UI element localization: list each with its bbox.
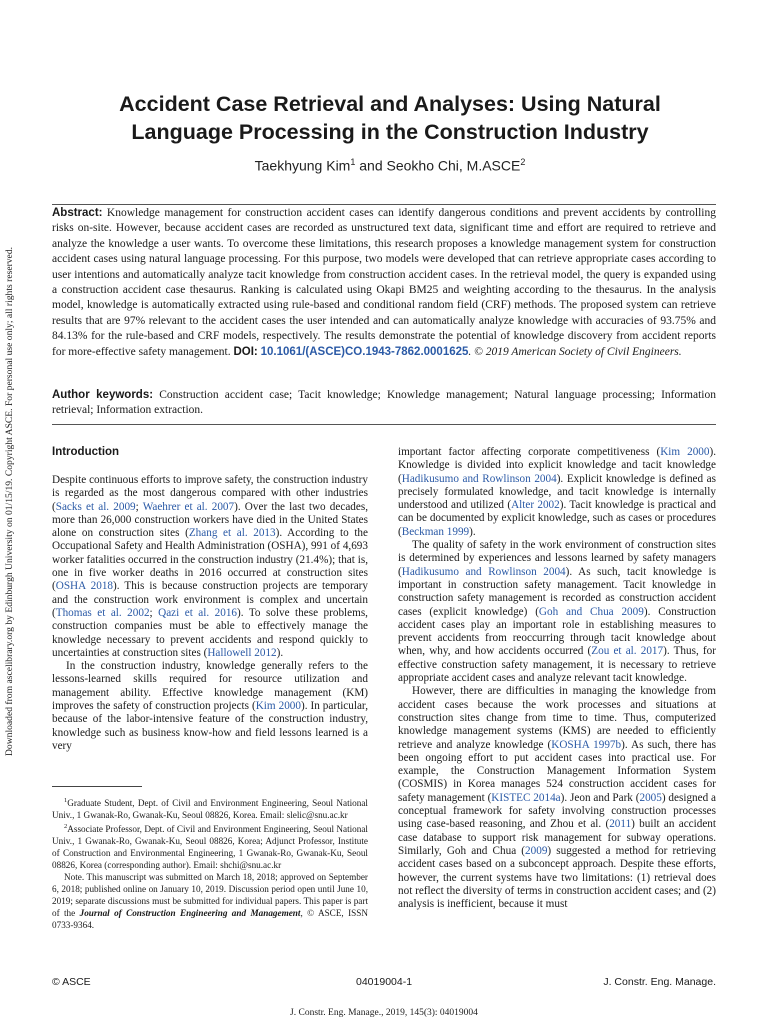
paragraph-text: ). According to the Occupational Safety and Health Administration (OSHA), 991 of 4,693 worker fatalities occurred in the construction industry (21.4%); that is, one in five worker deaths in 2016 occurred at construction sites (	[52, 527, 368, 593]
author-joiner: and	[355, 157, 387, 174]
citation-link[interactable]: Sacks et al. 2009	[55, 500, 136, 513]
paper-title	[60, 90, 720, 146]
paragraph-text: ;	[135, 500, 143, 513]
citation-link[interactable]: Waehrer et al. 2007	[142, 500, 235, 513]
paragraph-text: ). Knowledge is divided into explicit knowledge and tacit knowledge (	[398, 446, 717, 485]
journal-name: Journal of Construction Engineering and Management	[79, 908, 301, 919]
paragraph-text: ).	[276, 646, 284, 659]
citation-link[interactable]: Hadikusumo and Rowlinson 2004	[401, 565, 566, 578]
citation-link[interactable]: Zou et al. 2017	[591, 645, 664, 658]
paragraph-text: ). This is because construction projects are temporary and the construction work environment is complex and uncertain (	[52, 580, 368, 619]
paragraph-text: However, there are difficulties in managing the knowledge from accident cases because the work processes and situations at construction sites change from time to time. Thus, computerized knowledge management systems (KMS) are needed to efficiently retrieve and analyze knowledge (	[398, 685, 716, 751]
citation-link[interactable]: Hallowell 2012	[207, 646, 277, 659]
footnote-1-text: Graduate Student, Dept. of Civil and Environment Engineering, Seoul National Univ., 1 Gwanak-Ro, Gwanak-Ku, Seoul 08826, Korea. Email: slelic@snu.ac.kr	[52, 798, 368, 821]
citation-link[interactable]: Kim 2000	[255, 700, 301, 713]
doi-link[interactable]: 10.1061/(ASCE)CO.1943-7862.0001625	[260, 345, 469, 358]
citation-link[interactable]: Hadikusumo and Rowlinson 2004	[401, 472, 557, 485]
paragraph-text: The quality of safety in the work environment of construction sites is determined by experiences and lessons learned by safety managers (	[398, 539, 716, 578]
right-paragraph-2	[398, 539, 716, 685]
page-footer	[52, 976, 716, 990]
abstract-text: Knowledge management for construction accident cases can identify dangerous conditions and prevent accidents by controlling risks on-site. However, because accident cases are recorded as unstructured text data, significant time and effort are required to retrieve and analyze the knowledge a user wants. To overcome these limitations, this research proposes a knowledge management system for construction accident cases using natural language processing. For this purpose, two models were developed that can retrieve appropriate cases according to user intentions and automatically analyze tacit knowledge from construction accident cases. In the retrieval model, the query is expanded using a construction accident case thesaurus. Ranking is calculated using Okapi BM25 and weighting according to the thesaurus. In the analysis model, knowledge is automatically extracted using rule-based and conditional random field (CRF) methods. The proposed system can retrieve results that are 97% relevant to the accident cases the user intended and can automatically analyze knowledge with accuracies of 93.75% and 84.13% for the rule-based and CRF models, respectively. The results demonstrate the potential of knowledge discovery from accident reports for more-effective safety management.	[52, 207, 716, 358]
citation-link[interactable]: KISTEC 2014a	[491, 791, 561, 804]
paragraph-text: In the construction industry, knowledge generally refers to the lessons-learned skills required for resource utilization and management ability. Effective knowledge management (KM) improves the safety of construction projects (	[52, 660, 368, 713]
paragraph-text: ;	[149, 606, 159, 619]
left-paragraph-1	[52, 474, 368, 660]
footer-article-number: 04019004-1	[356, 976, 413, 988]
footnote-2-text: Associate Professor, Dept. of Civil and Environment Engineering, Seoul National Univ., 1 Gwanak-Ro, Gwanak-Ku, Seoul 08826, Korea; Adjunct Professor, Institute of Construction and Environmental Engineering, 1 Gwanak-Ro, Gwanak-Ku, Seoul 08826, Korea (corresponding author). Email: shchi@snu.ac.kr	[52, 824, 368, 871]
citation-link[interactable]: Beckman 1999	[401, 525, 470, 538]
keywords-label: Author keywords:	[52, 389, 154, 401]
author-list	[60, 157, 720, 174]
right-paragraph-3	[398, 685, 716, 911]
paragraph-text: Despite continuous efforts to improve safety, the construction industry is regarded as the most dangerous compared with other industries (	[52, 474, 368, 513]
paragraph-text: ) designed a conceptual framework for safety involving construction processes using case-based reasoning, and Zhou et al. (	[398, 791, 717, 831]
paragraph-text: ). In particular, because of the labor-intensive feature of the construction industry, knowledge such as business know-how and field lessons learned is a very	[52, 700, 369, 752]
footnote-rule	[52, 786, 142, 787]
left-column	[52, 474, 368, 753]
paper-title-line-1: Accident Case Retrieval and Analyses: Using Natural	[119, 92, 661, 116]
footnote-2-mark: 2	[64, 823, 68, 831]
abstract	[52, 206, 716, 360]
author-kim: Taekhyung Kim	[254, 157, 351, 174]
footer-journal-abbrev: J. Constr. Eng. Manage.	[603, 976, 716, 988]
paragraph-text: ) built an accident case database to support risk management for subway operations. Similarly, Goh and Chua (	[398, 818, 716, 857]
citation-link[interactable]: 2005	[639, 791, 662, 804]
left-paragraph-2	[52, 660, 368, 753]
author-keywords	[52, 388, 716, 419]
footnote-2	[52, 821, 368, 871]
footnote-1	[52, 795, 368, 821]
keywords-bottom-rule	[52, 424, 716, 425]
note-pre: Note. This manuscript was submitted on March 18, 2018; approved on September 6, 2018; published online on January 10, 2019. Discussion period open until June 10, 2019; separate discussions must be submitted for individual papers. This paper is part of the	[52, 872, 368, 919]
section-heading-introduction: Introduction	[52, 446, 120, 458]
right-paragraph-1	[398, 446, 716, 539]
paragraph-text: ). To solve these problems, construction companies must be able to effectively manage the knowledge necessary to prevent accidents and respond quickly to uncertainties at construction sites (	[52, 606, 368, 659]
right-column	[398, 446, 716, 911]
paragraph-text: ). Jeon and Park (	[560, 791, 640, 804]
paragraph-text: ). Explicit knowledge is defined as precisely formulated knowledge, and tacit knowledge is internally understood and utilized (	[398, 472, 716, 512]
copyright-notice: . © 2019 American Society of Civil Engineers.	[468, 345, 682, 358]
abstract-label: Abstract:	[52, 207, 103, 219]
citation-link[interactable]: KOSHA 1997b	[551, 738, 622, 751]
paragraph-text: ). As such, tacit knowledge is important in construction safety management. Tacit knowledge in construction safety management is recorded as construction accident cases (explicit knowledge) (	[398, 565, 716, 618]
citation-link[interactable]: OSHA 2018	[55, 580, 114, 593]
footer-publisher: © ASCE	[52, 976, 91, 988]
paragraph-text: ).	[469, 525, 476, 538]
paragraph-text: ). As such, there has been ongoing effort to put accident cases into practical use. For example, the Construction Management Information System (COSMIS) in Korea manages 524 construction accident cases for safety management (	[398, 738, 716, 804]
footnote-1-mark: 1	[64, 797, 68, 804]
paragraph-text: ) suggested a method for retrieving accident cases based on a subconcept approach. Despite these efforts, however, the current systems have two limitations: (1) retrieval does not reflect the diversity of terms in construction accident cases; and (2) analysis is inefficient, because it must	[398, 844, 716, 911]
paragraph-text: ). Thus, for effective construction safety management, it is necessary to retrieve appropriate accident cases and analyze relevant tacit knowledge.	[398, 645, 716, 685]
paragraph-text: ). Tacit knowledge is practical and can be documented by explicit knowledge, such as cases or procedures (	[398, 499, 716, 538]
citation-link[interactable]: Thomas et al. 2002	[55, 606, 150, 619]
abstract-top-rule	[52, 204, 716, 205]
manuscript-note	[52, 871, 368, 931]
citation-link[interactable]: Alter 2002	[511, 499, 560, 512]
author-chi-affiliation-mark: 2	[520, 157, 526, 167]
paper-title-line-2: Language Processing in the Construction Industry	[131, 120, 649, 144]
citation-link[interactable]: Goh and Chua 2009	[538, 605, 644, 618]
paragraph-text: ). Over the last two decades, more than 26,000 construction workers have died in the United States alone on construction sites (	[52, 500, 368, 540]
note-post: , © ASCE, ISSN 0733-9364.	[52, 908, 368, 931]
footnotes	[52, 795, 368, 931]
paragraph-text: ). Construction accident cases play an important role in establishing measures to prevent accidents from reoccurring through tacit knowledge about when, why, and how accidents occurred (	[398, 605, 716, 658]
citation-link[interactable]: 2011	[609, 818, 632, 831]
doi-label: DOI:	[233, 345, 258, 358]
citation-link[interactable]: Zhang et al. 2013	[188, 527, 276, 540]
citation-link[interactable]: Qazi et al. 2016	[158, 606, 238, 619]
citation-link[interactable]: Kim 2000	[660, 446, 710, 458]
citation-link[interactable]: 2009	[525, 844, 548, 857]
author-kim-affiliation-mark: 1	[350, 157, 356, 167]
author-chi: Seokho Chi, M.ASCE	[386, 157, 521, 174]
paragraph-text: important factor affecting corporate competitiveness (	[398, 446, 661, 458]
download-notice: Downloaded from ascelibrary.org by Edinburgh University on 01/15/19. Copyright ASCE. For personal use only; all rights reserved.	[4, 246, 15, 756]
page-citation: J. Constr. Eng. Manage., 2019, 145(3): 04019004	[290, 1008, 478, 1018]
keywords-text: Construction accident case; Tacit knowledge; Knowledge management; Natural language processing; Information retrieval; Information extraction.	[52, 389, 716, 417]
